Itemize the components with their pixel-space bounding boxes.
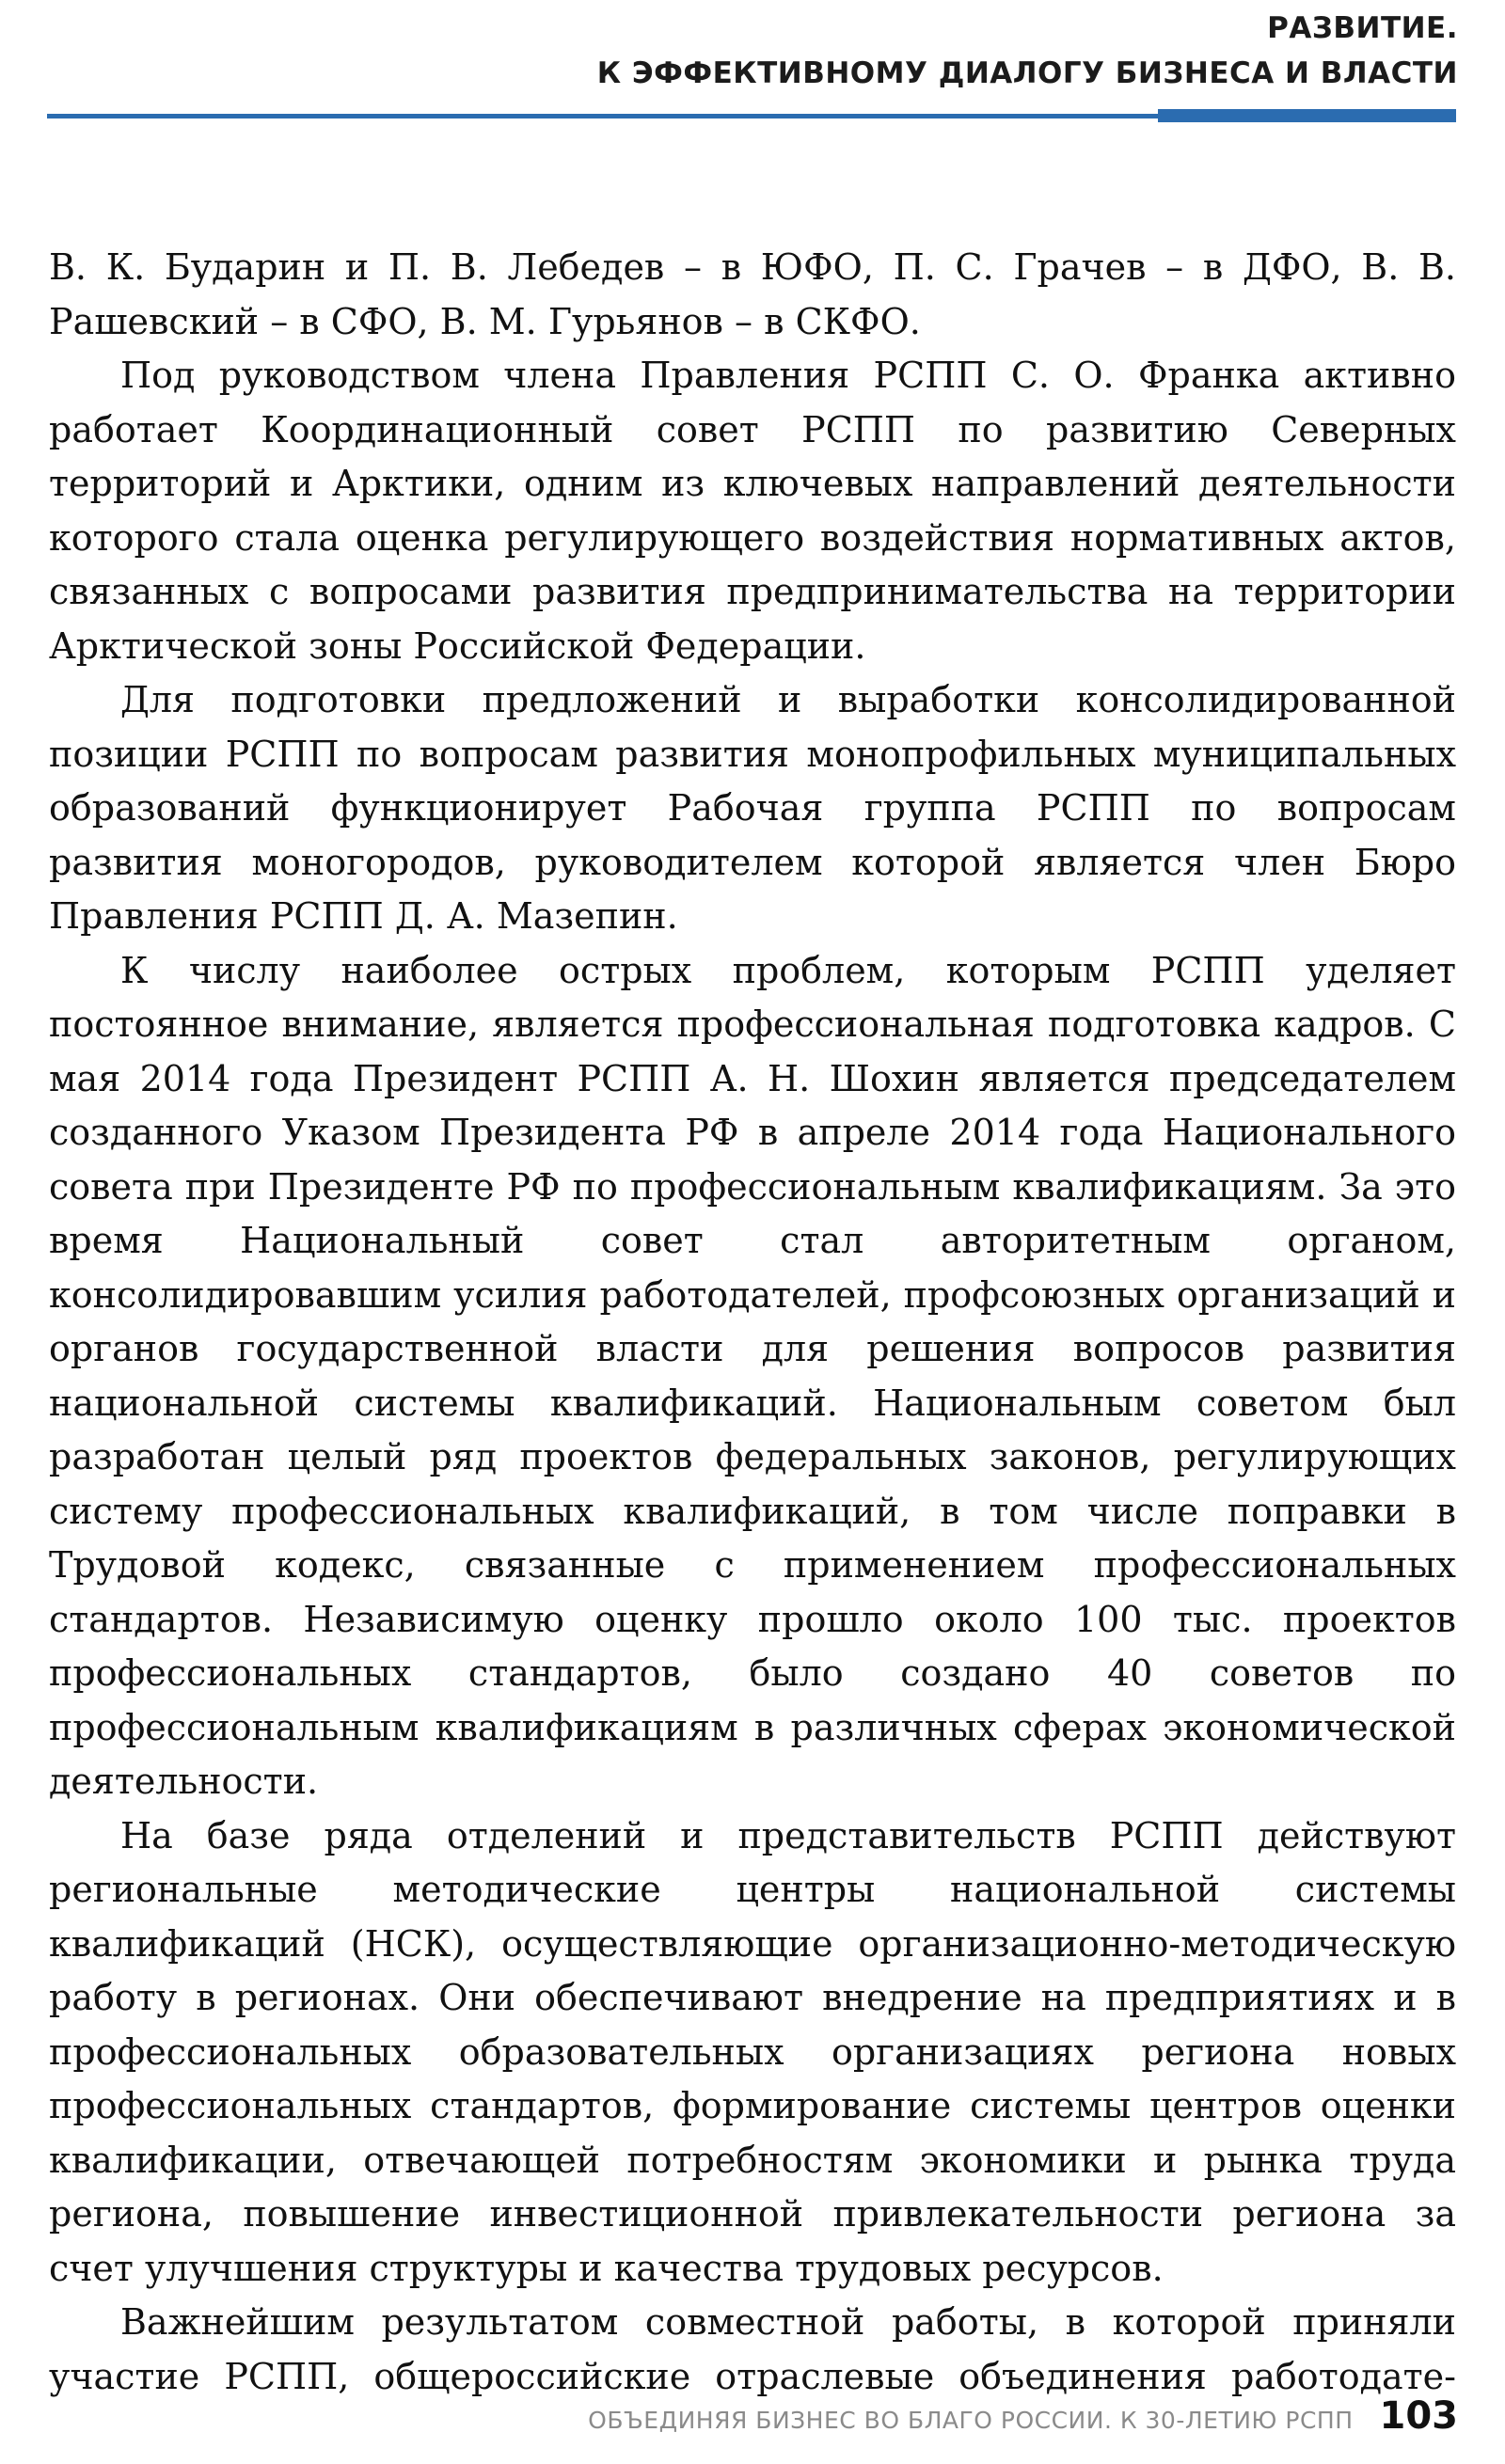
paragraph-qualifications: К числу наиболее острых проблем, которым РСПП уделяет постоянное внимание, является профессиональная подготовка кадров. С мая 2014 года Президент РСПП А. Н. Шохин является председателем созданного Указом Президента РФ в апреле 2014 года Национального совета при Президенте РФ по профессиональным квалификациям. За это время Национальный совет стал авторитетным органом, консолидировавшим усилия работодателей, профсоюзных организаций и органов государственной власти для решения вопросов развития национальной системы квалификаций. Национальным советом был разработан целый ряд проектов федеральных законов, регулирующих систему профессиональных квалификаций, в том числе поправки в Трудовой кодекс, связанные с применением профессиональных стандартов. Независимую оценку прошло около 100 тыс. проектов профессиональных стандартов, было создано 40 советов по профессиональным квалификациям в различных сферах экономической деятельности. — [49, 949, 1456, 1802]
paragraph-monotowns: Для подготовки предложений и выработки консолидированной позиции РСПП по вопросам развития монопрофильных муниципальных образований функционирует Рабочая группа РСПП по вопросам развития моногородов, руководителем которой является член Бюро Правления РСПП Д. А. Мазепин. — [49, 679, 1456, 937]
page-number: 103 — [1379, 2394, 1458, 2438]
paragraph-joint-work: Важнейшим результатом совместной работы, в которой приняли участие РСПП, общероссийские отраслевые объединения работодате- — [49, 2301, 1456, 2397]
footer-title: ОБЪЕДИНЯЯ БИЗНЕС ВО БЛАГО РОССИИ. К 30-ЛЕТИЮ РСПП — [588, 2407, 1354, 2434]
running-head-section: РАЗВИТИЕ. — [1267, 11, 1458, 45]
running-head-subtitle: К ЭФФЕКТИВНОМУ ДИАЛОГУ БИЗНЕСА И ВЛАСТИ — [596, 56, 1458, 90]
paragraph-continuation: В. К. Бударин и П. В. Лебедев – в ЮФО, П. С. Грачев – в ДФО, В. В. Рашевский – в СФО, В. М. Гурьянов – в СКФО. — [49, 246, 1456, 342]
header-rule-accent — [1158, 109, 1456, 122]
page-footer — [0, 2394, 1458, 2438]
body-text — [49, 241, 1456, 2404]
paragraph-regional-centers: На базе ряда отделений и представительств РСПП действуют региональные методические центры национальной системы квалификаций (НСК), осуществляющие организационно-методическую работу в регионах. Они обеспечивают внедрение на предприятиях и в профессиональных образовательных организациях региона новых профессиональных стандартов, формирование системы центров оценки квалификации, отвечающей потребностям экономики и рынка труда региона, повышение инвестиционной привлекательности региона за счет улучшения структуры и качества трудовых ресурсов. — [49, 1814, 1456, 2289]
running-head — [597, 6, 1458, 96]
paragraph-arctic-council: Под руководством члена Правления РСПП С. О. Франка активно работает Координационный совет РСПП по развитию Северных территорий и Арктики, одним из ключевых направлений деятельности которого стала оценка регулирующего воздействия нормативных актов, связанных с вопросами развития предпринимательства на территории Арктической зоны Российской Федерации. — [49, 355, 1456, 667]
